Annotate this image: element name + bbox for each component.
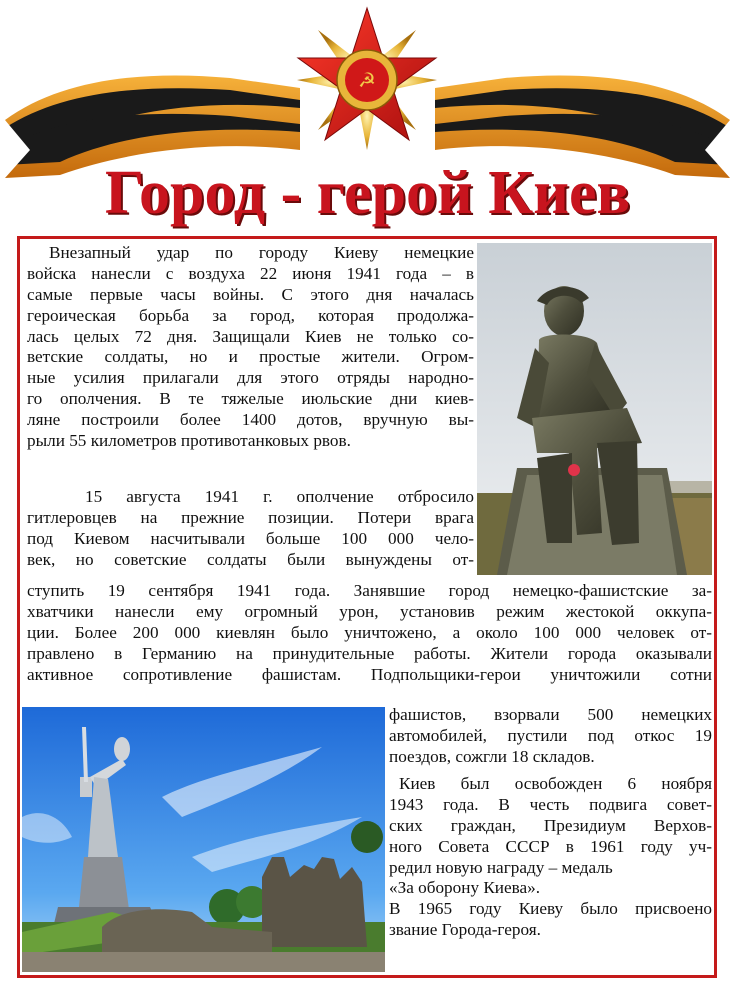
photo-motherland-monument [22, 707, 385, 972]
text-line: фашистов, взорвали 500 немецких [389, 705, 712, 724]
svg-text:☭: ☭ [358, 68, 376, 92]
text-line: Внезапный удар по городу Киеву немецкие [49, 243, 474, 262]
text-line: рыли 55 километров противотанковых рвов. [27, 431, 351, 451]
text-line: автомобилей, пустили под откос 19 [389, 725, 712, 745]
text-line: лась целых 72 дня. Защищали Киев не только со- [27, 326, 474, 346]
text-line: ских граждан, Президиум Верхов- [389, 815, 712, 835]
page-title: Город - герой Киев [105, 159, 630, 227]
text-line: самые первые часы войны. С этого дня началась [27, 284, 474, 304]
text-line: героическая борьба за город, которая продолжа- [27, 305, 474, 325]
text-line: звание Города-героя. [389, 920, 541, 940]
text-line: под Киевом насчитывали больше 100 000 чело- [27, 528, 474, 548]
text-line: 1943 года. В честь подвига совет- [389, 794, 712, 814]
paragraph-3 [389, 774, 712, 941]
text-line: 15 августа 1941 г. ополчение отбросило [85, 487, 474, 506]
text-line: ступить 19 сентября 1941 года. Занявшие город немецко-фашистские за- [27, 581, 712, 600]
text-line: ляне построили более 1400 дотов, вручную вы- [27, 410, 474, 430]
text-line: Киев был освобожден 6 ноября [399, 774, 712, 793]
text-line: поездов, сожгли 18 складов. [389, 746, 595, 766]
text-line: редил новую награду – медаль [389, 857, 613, 877]
text-line: «За оборону Киева». [389, 878, 541, 898]
text-line: го ополчения. В те тяжелые июльские дни киев- [27, 389, 474, 409]
text-line: ные усилия прилагали для этого отряды народно- [27, 368, 474, 388]
text-line: хватчики нанесли ему огромный урон, установив режим жестокой оккупа- [27, 601, 712, 621]
text-line: ветские солдаты, но и простые жители. Огром- [27, 347, 474, 367]
text-line: ции. Более 200 000 киевлян было уничтожено, а около 100 000 человек от- [27, 622, 712, 642]
order-patriotic-war-medal [297, 8, 437, 150]
text-line: век, но советские солдаты были вынуждены от- [27, 549, 474, 569]
text-line: правлено в Германию на принудительные работы. Жители города оказывали [27, 643, 712, 663]
text-line: ного Совета СССР в 1961 году уч- [389, 836, 712, 856]
paragraph-2-start [27, 487, 474, 571]
text-line: активное сопротивление фашистам. Подпольщики-герои уничтожили сотни [27, 664, 712, 684]
text-line: В 1965 году Киеву было присвоено [389, 899, 712, 919]
photo-soldier-monument [477, 243, 712, 575]
text-line: войска нанесли с воздуха 22 июня 1941 года – в [27, 263, 474, 283]
text-line: гитлеровцев на прежние позиции. Потери врага [27, 507, 474, 527]
paragraph-2-full [27, 581, 712, 685]
paragraph-1 [27, 243, 474, 452]
paragraph-2-end [389, 705, 712, 768]
